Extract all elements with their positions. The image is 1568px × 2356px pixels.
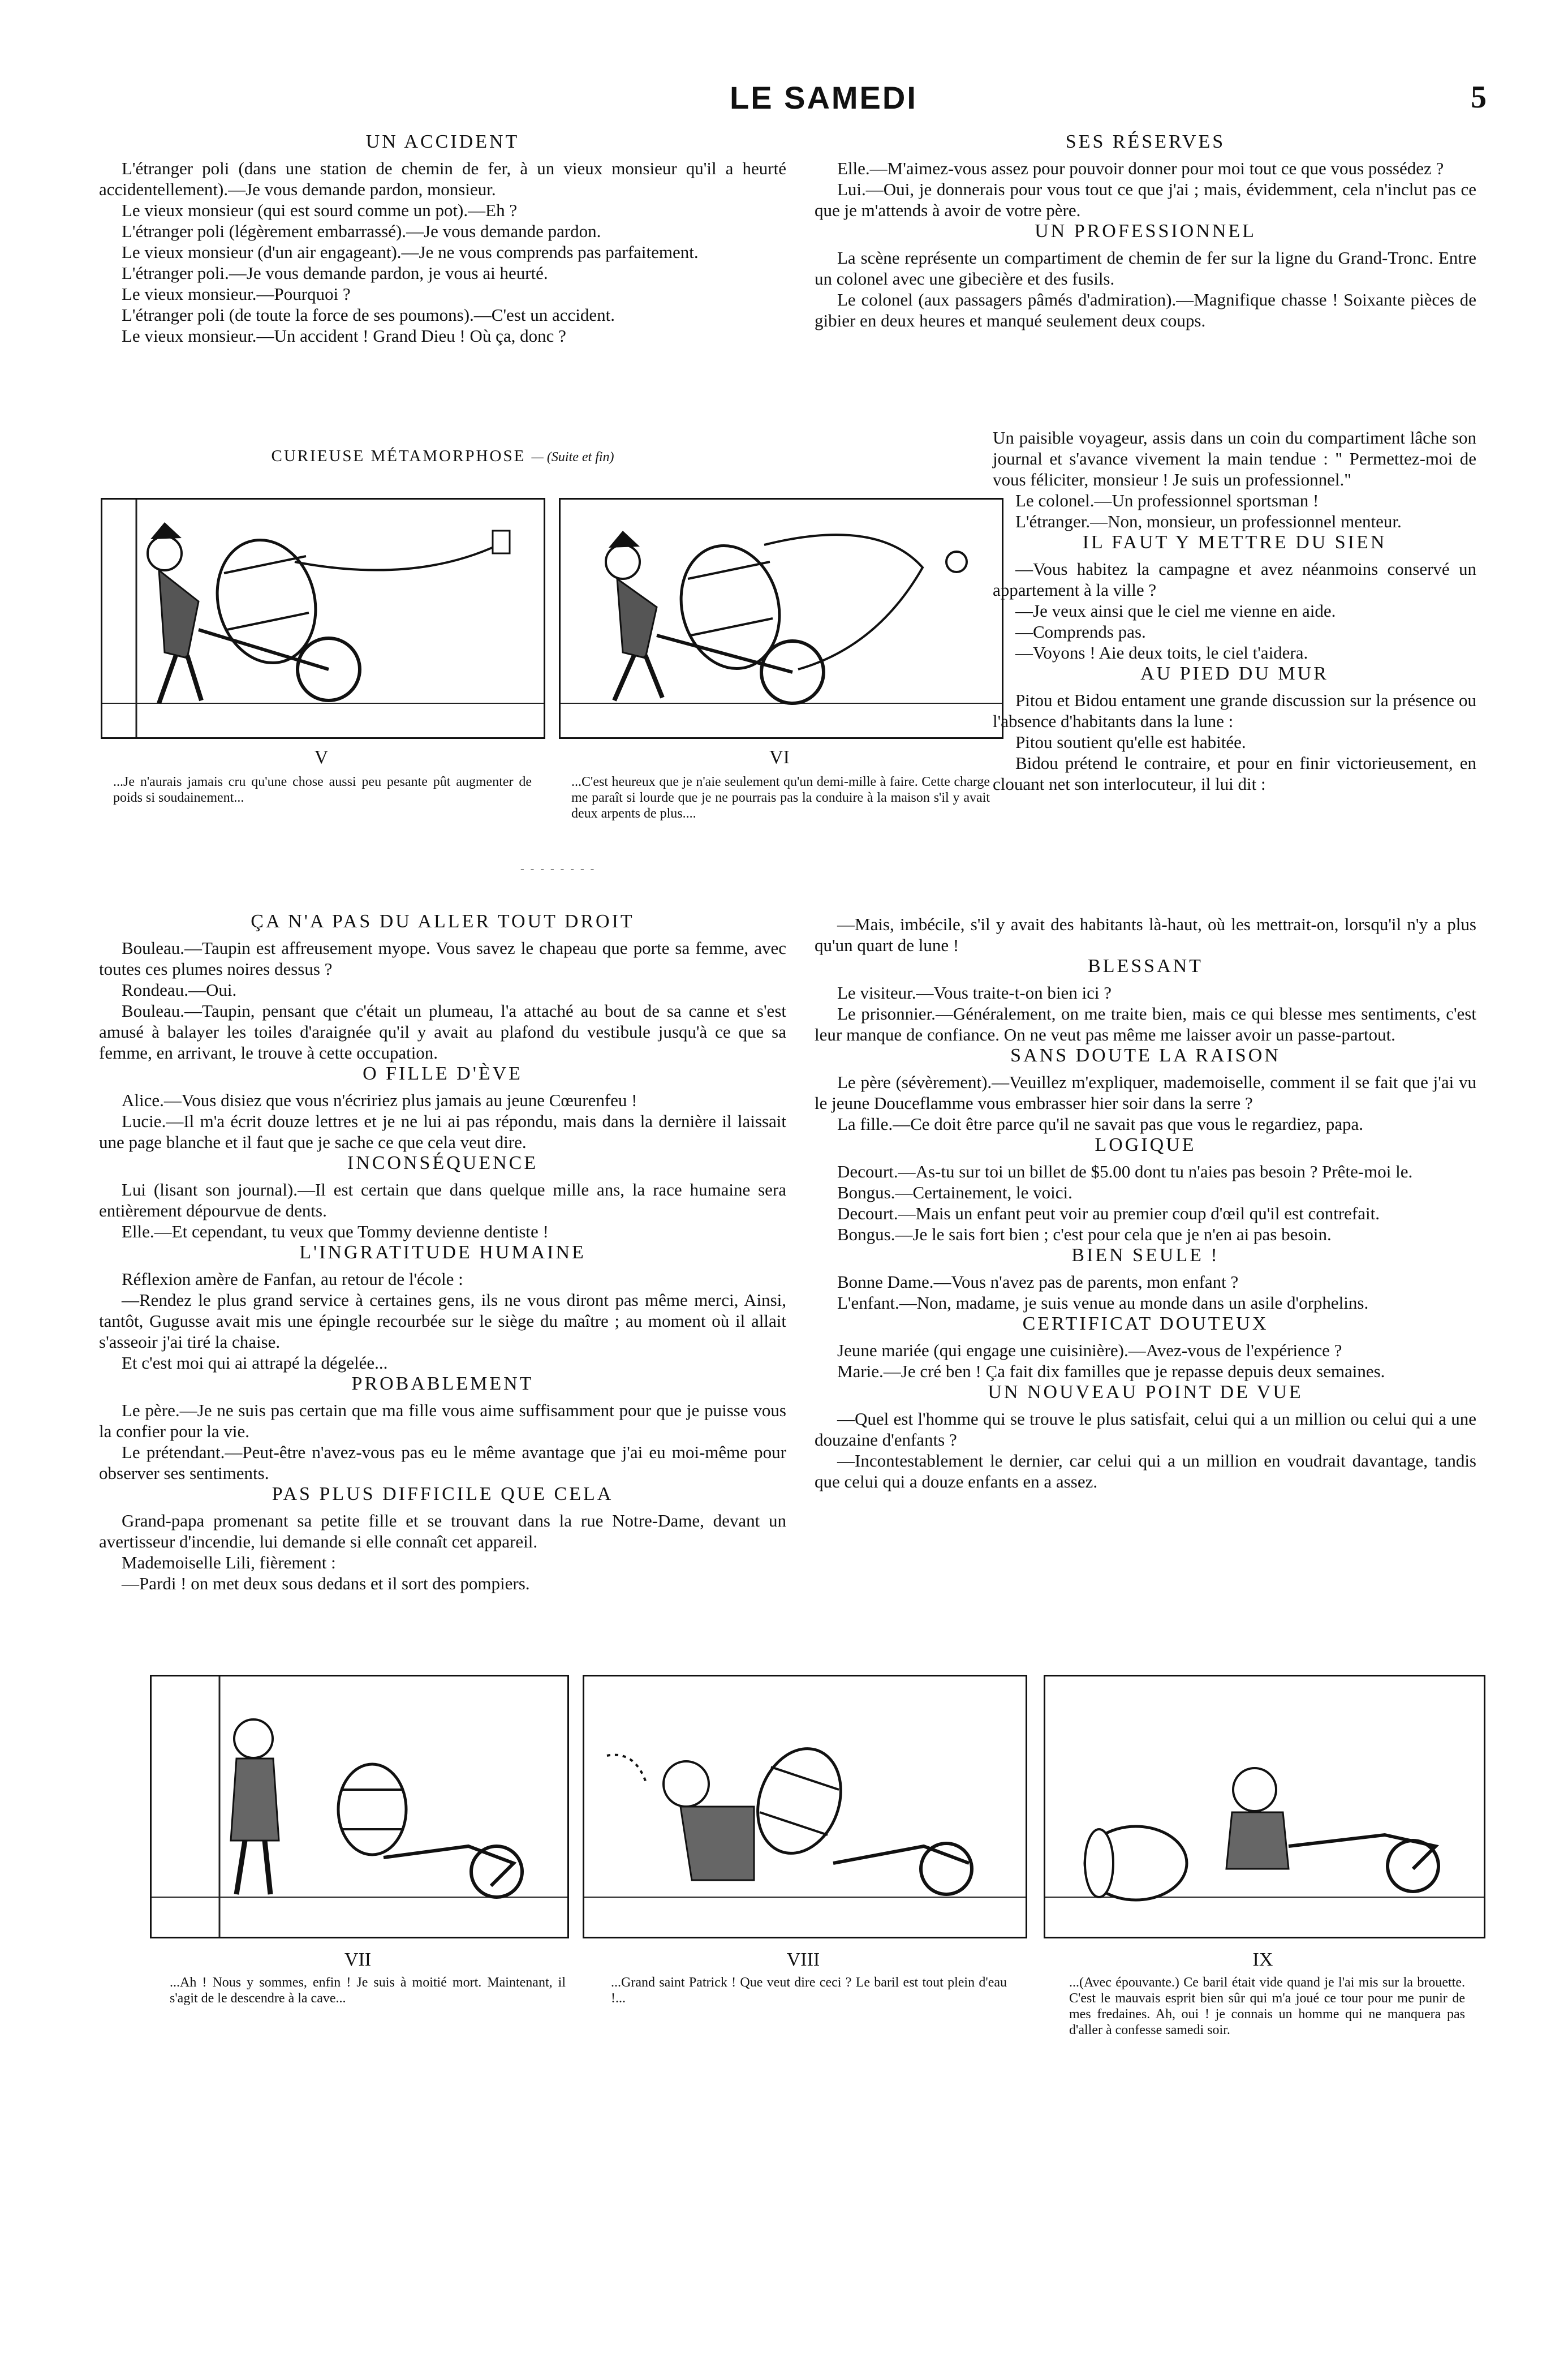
article-paragraph: Rondeau.—Oui.	[122, 980, 237, 1000]
article-title: UN NOUVEAU POINT DE VUE	[988, 1382, 1303, 1403]
man-barrel-illustration	[1045, 1676, 1484, 1937]
article-paragraph: L'étranger poli.—Je vous demande pardon, je vous ai heurté.	[122, 263, 548, 283]
article	[99, 1063, 786, 1153]
man-barrel-illustration	[584, 1676, 1026, 1937]
article	[99, 911, 786, 1063]
comic-title	[99, 447, 786, 466]
article-paragraph: —Mais, imbécile, s'il y avait des habitants là-haut, où les mettrait-on, lorsqu'il n'y a plus qu'un quart de lune !	[815, 914, 1476, 955]
barrow-man-illustration	[561, 500, 1002, 737]
separator: - - - - - - - -	[520, 863, 596, 875]
article-title: PAS PLUS DIFFICILE QUE CELA	[272, 1484, 614, 1504]
article-paragraph: Le père.—Je ne suis pas certain que ma fille vous aime suffisamment pour que je puisse vous la confier pour la vie.	[99, 1400, 786, 1441]
article-paragraph: Lui (lisant son journal).—Il est certain que dans quelque mille ans, la race humaine sera entièrement dépourvue de dents.	[99, 1180, 786, 1220]
comic-title-main: CURIEUSE MÉTAMORPHOSE	[271, 447, 526, 465]
article-title: SES RÉSERVES	[1065, 131, 1226, 152]
article-paragraph: Alice.—Vous disiez que vous n'écririez plus jamais au jeune Cœurenfeu !	[122, 1090, 637, 1110]
article-paragraph: L'étranger poli (légèrement embarrassé).—Je vous demande pardon.	[122, 221, 601, 241]
article	[815, 1382, 1476, 1492]
article-paragraph: Lui.—Oui, je donnerais pour vous tout ce que j'ai ; mais, évidemment, cela n'inclut pas ce que je m'attends à avoir de votre père.	[815, 179, 1476, 220]
right-column-main	[815, 914, 1476, 1492]
article-paragraph: Le visiteur.—Vous traite-t-on bien ici ?	[837, 983, 1112, 1003]
article-title: ÇA N'A PAS DU ALLER TOUT DROIT	[251, 911, 635, 932]
article-paragraph: Pitou soutient qu'elle est habitée.	[1015, 732, 1246, 752]
article-paragraph: Le père (sévèrement).—Veuillez m'expliquer, mademoiselle, comment il se fait que j'ai vu le jeune Douceflamme vous embrasser hier soir dans la serre ?	[815, 1072, 1476, 1113]
comic-panel-ix	[1044, 1675, 1485, 1938]
comic-panel-vii	[150, 1675, 569, 1938]
article	[99, 1242, 786, 1373]
article-paragraph: Bouleau.—Taupin est affreusement myope. Vous savez le chapeau que porte sa femme, avec toutes ces plumes noires dessus ?	[99, 938, 786, 979]
article-paragraph: —Comprends pas.	[1015, 622, 1146, 642]
article-title: LOGIQUE	[1095, 1134, 1196, 1155]
article-paragraph: —Rendez le plus grand service à certaines gens, ils ne vous diront pas même merci, Ainsi, tantôt, Gugusse avait mis une épingle recourbée sur le siège du maître ; au moment où il allait s'asseoir j'ai tiré la chaise.	[99, 1290, 786, 1352]
comic-panel-viii	[583, 1675, 1027, 1938]
article-paragraph: Bouleau.—Taupin, pensant que c'était un plumeau, l'a attaché au bout de sa canne et s'est amusé à balayer les toiles d'araignée qu'il y avait au plafond du vestibule jusqu'à ce que sa femme, en arrivant, le trouve à cette occupation.	[99, 1001, 786, 1063]
right-column-top	[815, 131, 1476, 331]
comic-title-suffix: — (Suite et fin)	[531, 450, 614, 465]
article-title: L'INGRATITUDE HUMAINE	[299, 1242, 586, 1263]
article-paragraph: Elle.—Et cependant, tu veux que Tommy devienne dentiste !	[122, 1222, 549, 1241]
article-title: BLESSANT	[1088, 956, 1203, 977]
panel-caption: ...(Avec épouvante.) Ce baril était vide quand je l'ai mis sur la brouette. C'est le mauvais esprit bien sûr qui m'a joué ce tour pour me punir de mes fredaines. Ah, oui ! je connais un homme qui ne manquera pas d'aller à confesse samedi soir.	[1069, 1975, 1465, 2037]
article-paragraph: —Pardi ! on met deux sous dedans et il sort des pompiers.	[122, 1573, 530, 1593]
right-column-narrow	[993, 427, 1476, 794]
article	[99, 1153, 786, 1242]
article-paragraph: Elle.—M'aimez-vous assez pour pouvoir donner pour moi tout ce que vous possédez ?	[837, 158, 1444, 178]
article	[993, 663, 1476, 794]
article-title: SANS DOUTE LA RAISON	[1010, 1045, 1281, 1066]
article	[815, 1134, 1476, 1245]
article-paragraph: Bongus.—Certainement, le voici.	[837, 1183, 1072, 1202]
article-paragraph: Et c'est moi qui ai attrapé la dégelée...	[122, 1353, 388, 1373]
page-header	[0, 0, 1568, 130]
article-paragraph: Un paisible voyageur, assis dans un coin du compartiment lâche son journal et s'avance vivement la main tendue : " Permettez-moi de vous féliciter, monsieur ! Je suis un professionnel."	[993, 428, 1476, 489]
article-paragraph: Le colonel (aux passagers pâmés d'admiration).—Magnifique chasse ! Soixante pièces de gibier en deux heures et manqué seulement deux coups.	[815, 290, 1476, 330]
article	[99, 1373, 786, 1484]
article-title: AU PIED DU MUR	[1140, 663, 1329, 684]
article-title: CERTIFICAT DOUTEUX	[1022, 1313, 1269, 1334]
article-title: BIEN SEULE !	[1071, 1245, 1220, 1266]
article-paragraph: —Incontestablement le dernier, car celui qui a un million en voudrait davantage, tandis que celui qui a douze enfants en a assez.	[815, 1451, 1476, 1491]
comic-panel-v	[101, 498, 545, 739]
article-paragraph: Decourt.—As-tu sur toi un billet de $5.00 dont tu n'aies pas besoin ? Prête-moi le.	[837, 1162, 1413, 1181]
article-title: PROBABLEMENT	[351, 1373, 534, 1394]
article-paragraph: Le vieux monsieur (qui est sourd comme un pot).—Eh ?	[122, 200, 518, 220]
article-paragraph: Lucie.—Il m'a écrit douze lettres et je ne lui ai pas répondu, mais dans la dernière il laissait une page blanche et il faut que je sache ce que cela veut dire.	[99, 1111, 786, 1152]
article-title: UN PROFESSIONNEL	[1035, 221, 1256, 242]
article	[99, 1484, 786, 1594]
panel-caption: ...Ah ! Nous y sommes, enfin ! Je suis à moitié mort. Maintenant, il s'agit de le descendre à la cave...	[170, 1975, 566, 2006]
article-paragraph: La fille.—Ce doit être parce qu'il ne savait pas que vous le regardiez, papa.	[837, 1114, 1364, 1134]
article-paragraph: Bidou prétend le contraire, et pour en finir victorieusement, en clouant net son interlocuteur, il lui dit :	[993, 753, 1476, 794]
article-paragraph: Le vieux monsieur.—Un accident ! Grand Dieu ! Où ça, donc ?	[122, 326, 566, 346]
article-paragraph: Bonne Dame.—Vous n'avez pas de parents, mon enfant ?	[837, 1272, 1239, 1292]
article	[815, 131, 1476, 221]
article-paragraph: Mademoiselle Lili, fièrement :	[122, 1553, 336, 1572]
panel-number: VI	[769, 747, 790, 768]
article-paragraph: Réflexion amère de Fanfan, au retour de l'école :	[122, 1269, 463, 1289]
article-paragraph: —Voyons ! Aie deux toits, le ciel t'aidera.	[1015, 643, 1308, 663]
newspaper-title: LE SAMEDI	[730, 80, 917, 115]
article-paragraph: —Vous habitez la campagne et avez néanmoins conservé un appartement à la ville ?	[993, 559, 1476, 600]
article-title: UN ACCIDENT	[365, 131, 520, 152]
article	[815, 221, 1476, 331]
panel-number: V	[314, 747, 329, 768]
article-paragraph: L'étranger poli (dans une station de chemin de fer, à un vieux monsieur qu'il a heurté accidentellement).—Je vous demande pardon, monsieur.	[99, 158, 786, 199]
panel-caption: ...Grand saint Patrick ! Que veut dire ceci ? Le baril est tout plein d'eau !...	[611, 1975, 1007, 2006]
article	[815, 1245, 1476, 1313]
article-paragraph: Pitou et Bidou entament une grande discussion sur la présence ou l'absence d'habitants dans la lune :	[993, 690, 1476, 731]
article-paragraph: —Je veux ainsi que le ciel me vienne en aide.	[1015, 601, 1336, 621]
article-paragraph: Decourt.—Mais un enfant peut voir au premier coup d'œil qu'il est contrefait.	[837, 1203, 1380, 1223]
article	[993, 532, 1476, 663]
article-paragraph: Marie.—Je cré ben ! Ça fait dix familles que je repasse depuis deux semaines.	[837, 1361, 1385, 1381]
article	[815, 1045, 1476, 1134]
article-paragraph: —Quel est l'homme qui se trouve le plus satisfait, celui qui a un million ou celui qui a une douzaine d'enfants ?	[815, 1409, 1476, 1450]
article-paragraph: La scène représente un compartiment de chemin de fer sur la ligne du Grand-Tronc. Entre un colonel avec une gibecière et des fusils.	[815, 248, 1476, 289]
article-paragraph: Le prétendant.—Peut-être n'avez-vous pas eu le même avantage que j'ai eu moi-même pour observer ses sentiments.	[99, 1442, 786, 1483]
article-paragraph: Jeune mariée (qui engage une cuisinière).—Avez-vous de l'expérience ?	[837, 1340, 1342, 1360]
panel-number: IX	[1252, 1949, 1273, 1970]
article-paragraph: Le prisonnier.—Généralement, on me traite bien, mais ce qui blesse mes sentiments, c'est leur manque de confiance. On ne veut pas même me laisser avoir un passe-partout.	[815, 1004, 1476, 1044]
article-un-accident	[99, 131, 786, 346]
article-title: IL FAUT Y METTRE DU SIEN	[1082, 532, 1387, 553]
article-paragraph: Le vieux monsieur.—Pourquoi ?	[122, 284, 351, 304]
article-paragraph: Bongus.—Je le sais fort bien ; c'est pour cela que je n'en ai pas besoin.	[837, 1224, 1332, 1244]
panel-number: VII	[344, 1949, 372, 1970]
panel-number: VIII	[786, 1949, 820, 1970]
article-paragraph: Le colonel.—Un professionnel sportsman !	[1015, 491, 1319, 510]
article	[815, 956, 1476, 1045]
article-paragraph: L'étranger.—Non, monsieur, un professionnel menteur.	[1015, 511, 1402, 531]
article-paragraph: Grand-papa promenant sa petite fille et se trouvant dans la rue Notre-Dame, devant un avertisseur d'incendie, lui demande si elle connaît cet appareil.	[99, 1511, 786, 1551]
left-column-articles	[99, 911, 786, 1594]
panel-caption: ...C'est heureux que je n'aie seulement qu'un demi-mille à faire. Cette charge me paraît si lourde que je ne pourrais pas la conduire à la maison s'il y avait deux arpents de plus....	[571, 775, 990, 821]
article	[815, 1313, 1476, 1382]
article	[815, 914, 1476, 956]
page-number: 5	[1471, 80, 1487, 115]
article-paragraph: Le vieux monsieur (d'un air engageant).—Je ne vous comprends pas parfaitement.	[122, 242, 699, 262]
article-title: INCONSÉQUENCE	[347, 1153, 539, 1173]
barrow-man-illustration	[102, 500, 544, 737]
article-paragraph: L'étranger poli (de toute la force de ses poumons).—C'est un accident.	[122, 305, 615, 325]
panel-caption: ...Je n'aurais jamais cru qu'une chose aussi peu pesante pût augmenter de poids si soudainement...	[113, 775, 532, 805]
comic-panel-vi	[559, 498, 1003, 739]
article-paragraph: L'enfant.—Non, madame, je suis venue au monde dans un asile d'orphelins.	[837, 1293, 1369, 1313]
man-barrel-illustration	[152, 1676, 567, 1937]
article-title: O FILLE D'ÈVE	[363, 1063, 523, 1084]
